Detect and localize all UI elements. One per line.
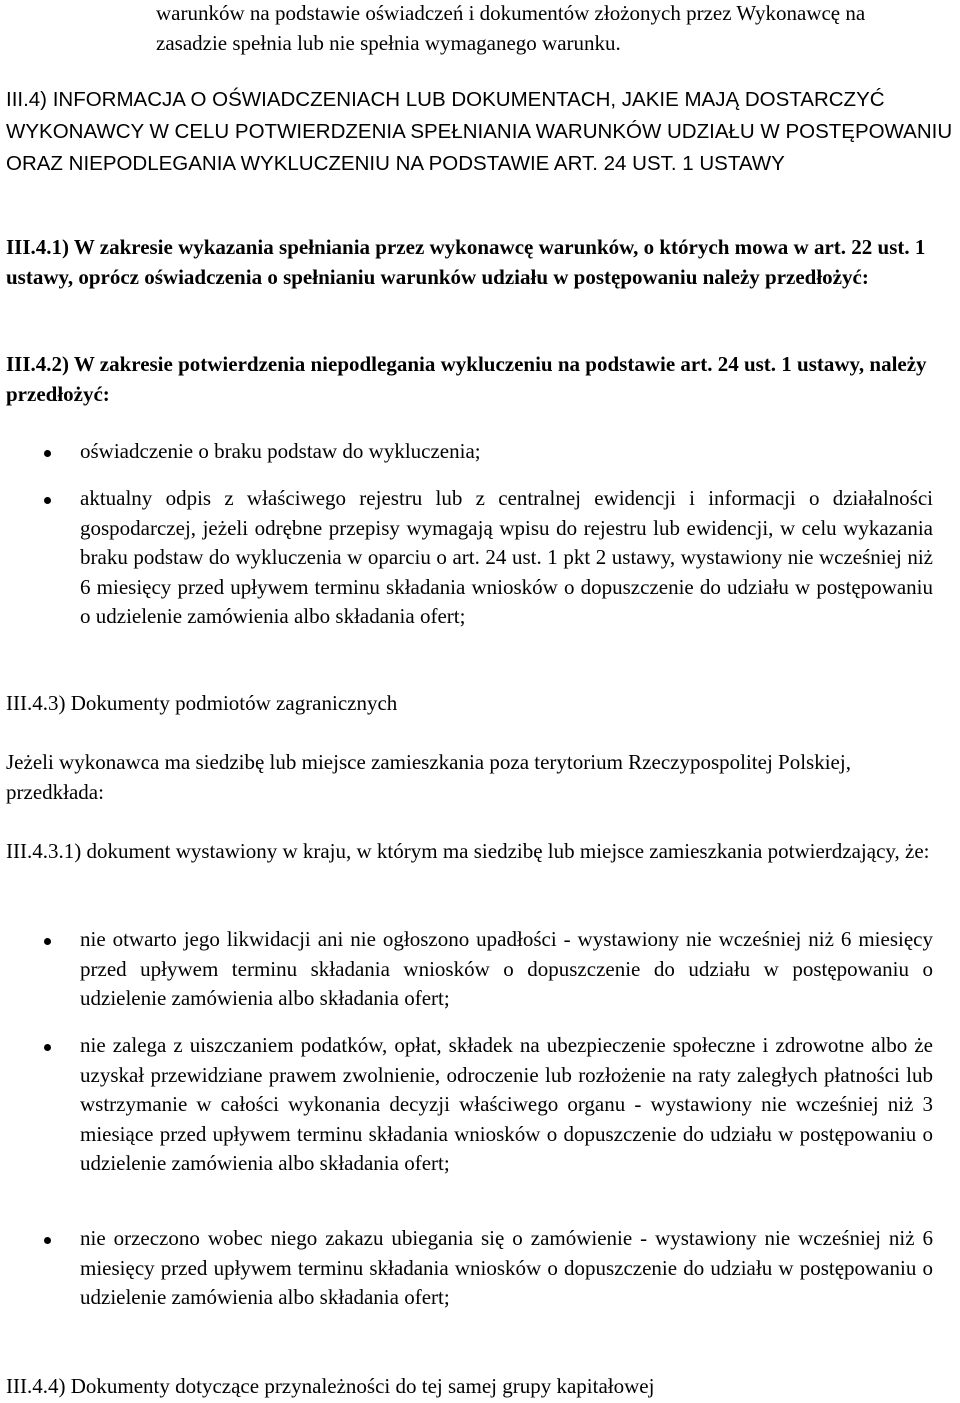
- section-iii-4-1: III.4.1) W zakresie wykazania spełniania przez wykonawcę warunków, o których mowa w art. 22 ust. 1 ustawy, oprócz oświadczenia o spełnianiu warunków udziału w postępowaniu należy przedłożyć:: [6, 235, 926, 289]
- bullet-icon: [44, 938, 51, 945]
- list-item: nie orzeczono wobec niego zakazu ubiegania się o zamówienie - wystawiony nie wcześniej niż 6 miesięcy przed upływem terminu składania wniosków o dopuszczenie do udziału w postępowaniu o udzielenie zamówienia albo składania ofert;: [80, 1226, 933, 1309]
- section-iii-4-3: III.4.3) Dokumenty podmiotów zagranicznych: [6, 691, 398, 715]
- bullet-icon: [44, 450, 51, 457]
- list-item: nie otwarto jego likwidacji ani nie ogłoszono upadłości - wystawiony nie wcześniej niż 6 miesięcy przed upływem terminu składania wniosków o dopuszczenie do udziału w postępowaniu o udzielenie zamówienia albo składania ofert;: [80, 927, 933, 1010]
- bullet-icon: [44, 497, 51, 504]
- list-item: nie zalega z uiszczaniem podatków, opłat, składek na ubezpieczenie społeczne i zdrowotne albo że uzyskał przewidziane prawem zwolnienie, odroczenie lub rozłożenie na raty zaległych płatności lub wstrzymanie w całości wykonania decyzji właściwego organu - wystawiony nie wcześniej niż 3 miesiące przed upływem terminu składania wniosków o dopuszczenie do udziału w postępowaniu o udzielenie zamówienia albo składania ofert;: [80, 1033, 933, 1175]
- section-iii-4-2: III.4.2) W zakresie potwierdzenia niepodlegania wykluczeniu na podstawie art. 24 ust. 1 ustawy, należy przedłożyć:: [6, 352, 927, 406]
- section-iii-4-3-1: III.4.3.1) dokument wystawiony w kraju, w którym ma siedzibę lub miejsce zamieszkania potwierdzający, że:: [6, 839, 930, 863]
- section-iii-4-4: III.4.4) Dokumenty dotyczące przynależności do tej samej grupy kapitałowej: [6, 1374, 655, 1398]
- section-heading-iii-4: III.4) INFORMACJA O OŚWIADCZENIACH LUB DOKUMENTACH, JAKIE MAJĄ DOSTARCZYĆ WYKONAWCY W CELU POTWIERDZENIA SPEŁNIANIA WARUNKÓW UDZIAŁU W POSTĘPOWANIU ORAZ NIEPODLEGANIA WYKLUCZENIU NA PODSTAWIE ART. 24 UST. 1 USTAWY: [6, 88, 953, 175]
- foreign-entities-intro: Jeżeli wykonawca ma siedzibę lub miejsce zamieszkania poza terytorium Rzeczypospolitej Polskiej, przedkłada:: [6, 750, 851, 804]
- bullet-icon: [44, 1044, 51, 1051]
- intro-tail-paragraph: warunków na podstawie oświadczeń i dokumentów złożonych przez Wykonawcę na zasadzie spełnia lub nie spełnia wymaganego warunku.: [156, 1, 866, 55]
- list-item: aktualny odpis z właściwego rejestru lub z centralnej ewidencji i informacji o działalności gospodarczej, jeżeli odrębne przepisy wymagają wpisu do rejestru lub ewidencji, w celu wykazania braku podstaw do wykluczenia w oparciu o art. 24 ust. 1 pkt 2 ustawy, wystawiony nie wcześniej niż 6 miesięcy przed upływem terminu składania wniosków o dopuszczenie do udziału w postępowaniu o udzielenie zamówienia albo składania ofert;: [80, 486, 933, 628]
- list-item: oświadczenie o braku podstaw do wykluczenia;: [80, 439, 481, 463]
- bullet-icon: [44, 1237, 51, 1244]
